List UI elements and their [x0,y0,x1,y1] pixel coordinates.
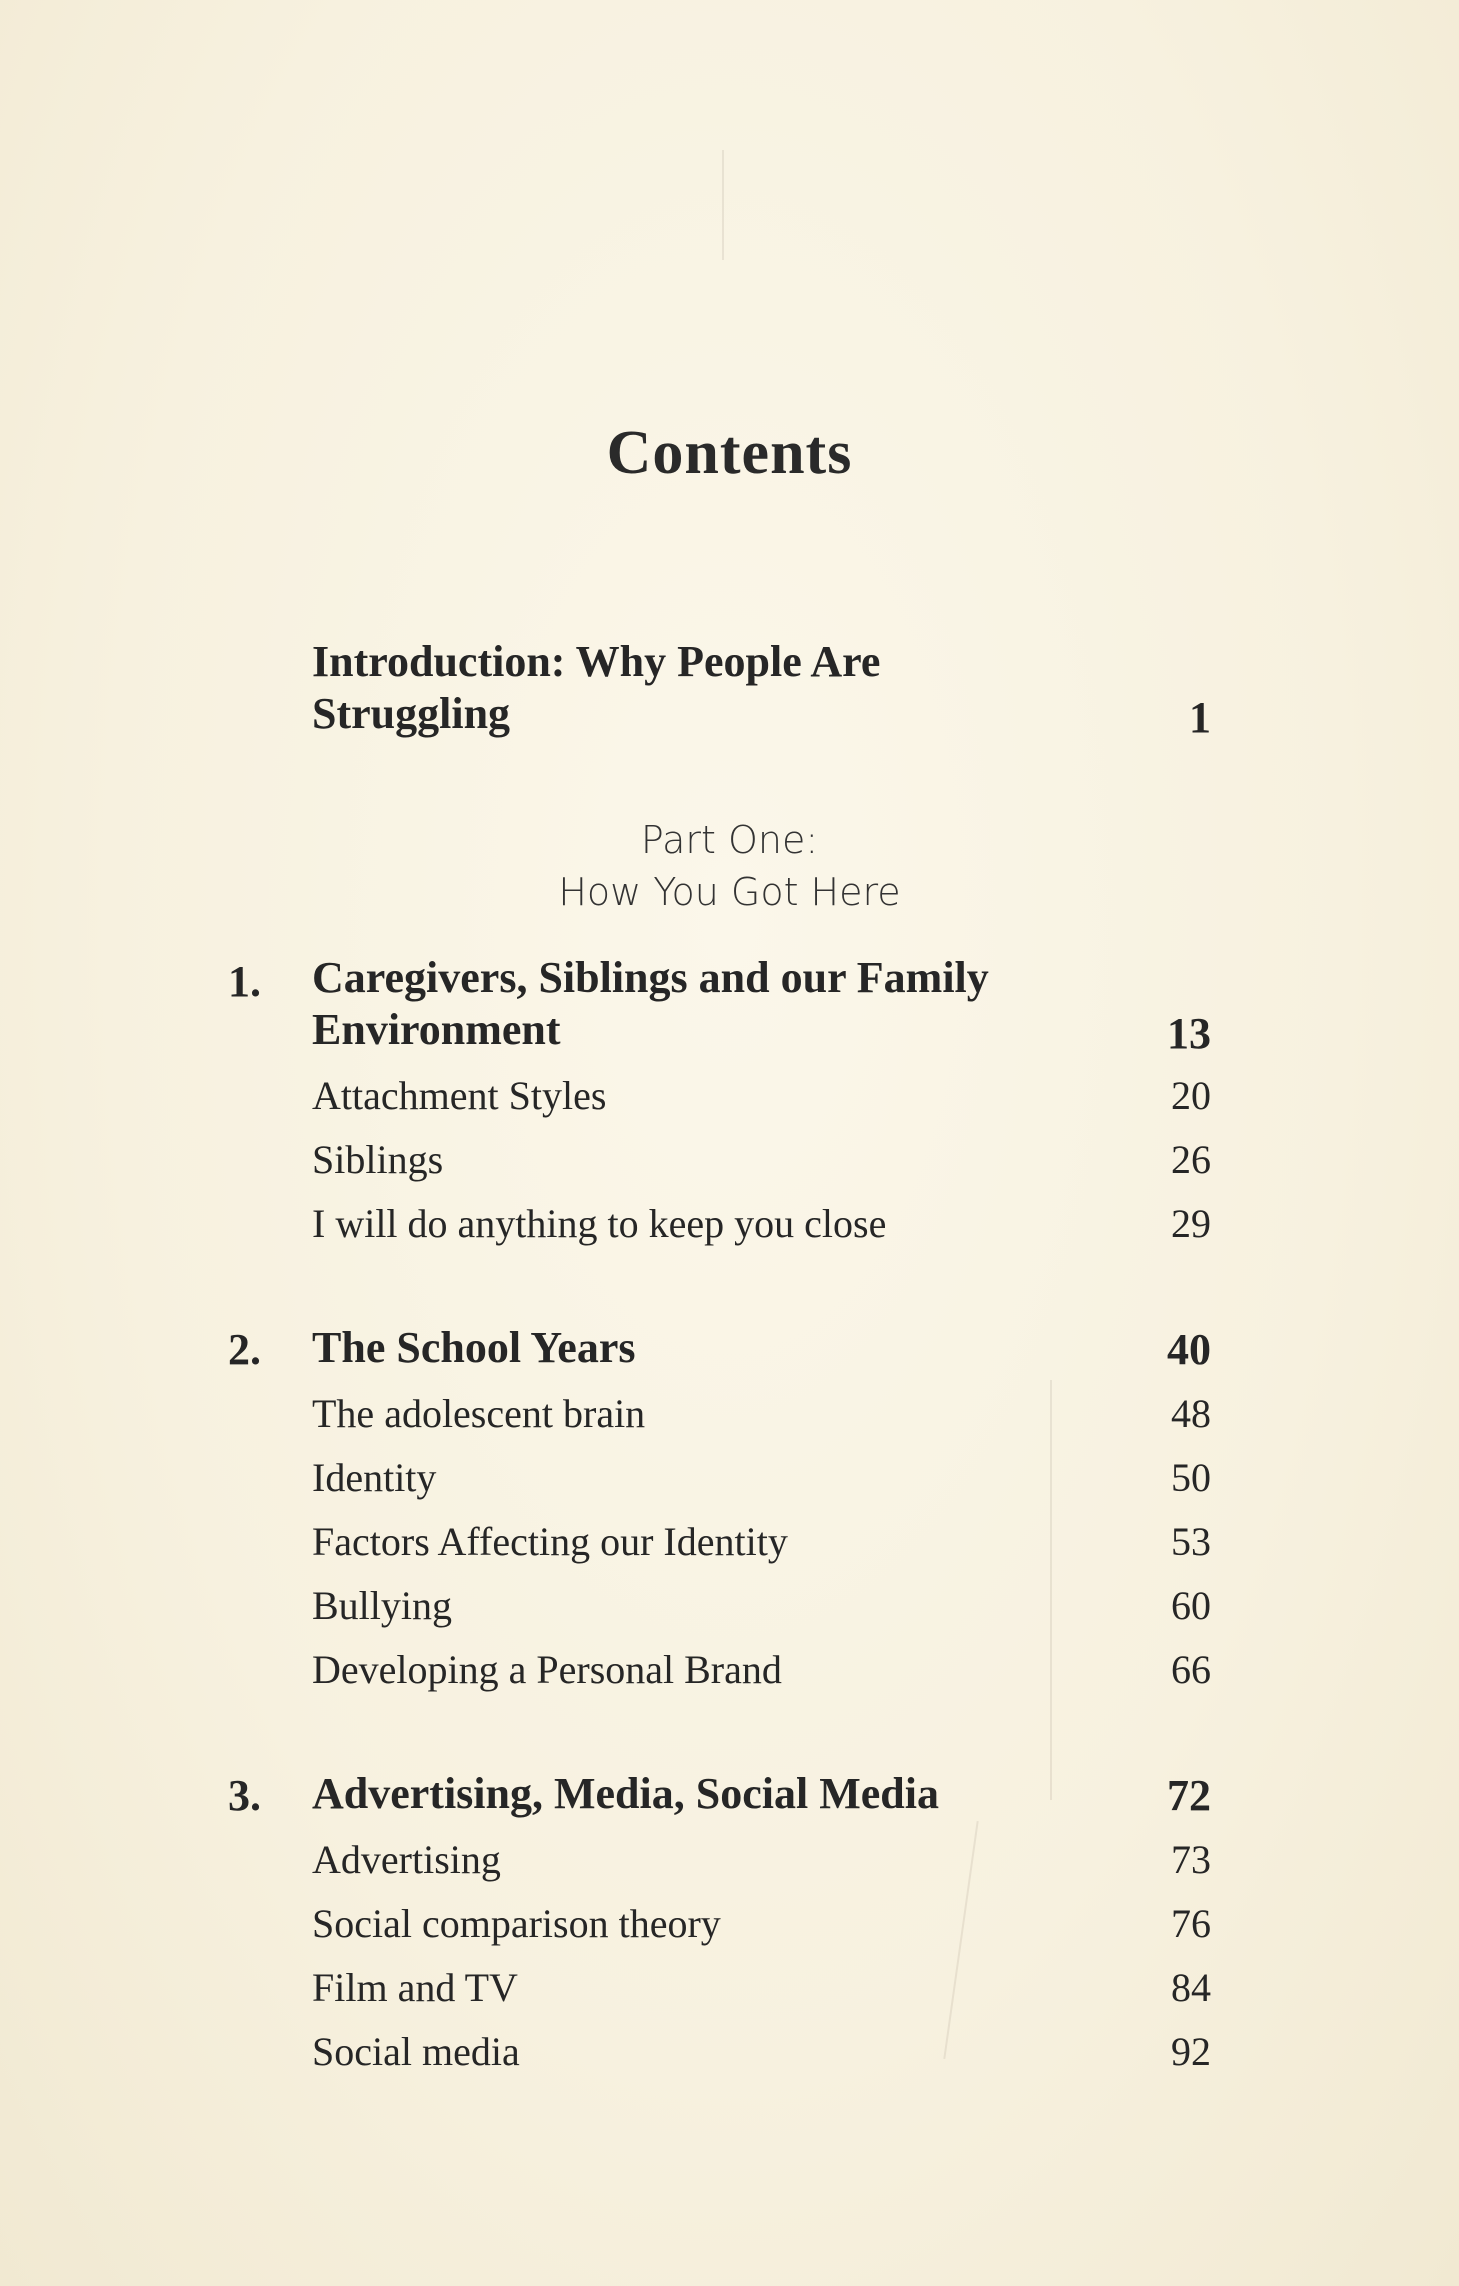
section-title: Developing a Personal Brand [312,1647,782,1692]
section-page-number: 92 [1171,2029,1211,2074]
introduction-title-line2: Struggling [312,689,511,738]
section-page-number: 76 [1171,1901,1211,1946]
section-title: Factors Affecting our Identity [312,1519,788,1564]
chapter-title-line1: The School Years [312,1323,636,1372]
chapter-number: 3. [228,1771,261,1820]
section-page-number: 20 [1171,1073,1211,1118]
section-title: Bullying [312,1583,453,1628]
section-page-number: 66 [1171,1647,1211,1692]
section-title: Siblings [312,1137,444,1182]
chapter-page-number: 40 [1167,1325,1211,1374]
section-page-number: 53 [1171,1519,1211,1564]
section-page-number: 26 [1171,1137,1211,1182]
chapter-title-line1: Caregivers, Siblings and our Family [312,953,989,1002]
section-title: Attachment Styles [312,1073,607,1118]
section-page-number: 50 [1171,1455,1211,1500]
chapter-number: 2. [228,1325,261,1374]
section-title: Advertising [312,1837,501,1882]
page-crease [722,150,724,260]
page-title: Contents [606,419,853,487]
section-page-number: 84 [1171,1965,1211,2010]
chapter-page-number: 72 [1167,1771,1211,1820]
introduction-title-line1: Introduction: Why People Are [312,637,881,686]
introduction-page-number: 1 [1189,693,1211,742]
part-label: Part One: [640,818,819,862]
page-crease [943,1821,978,2059]
section-title: The adolescent brain [312,1391,646,1436]
section-title: I will do anything to keep you close [312,1201,887,1246]
chapter-page-number: 13 [1167,1009,1211,1058]
section-page-number: 60 [1171,1583,1211,1628]
part-title: How You Got Here [558,870,901,914]
chapter-number: 1. [228,957,261,1006]
section-page-number: 48 [1171,1391,1211,1436]
section-page-number: 29 [1171,1201,1211,1246]
page-crease [1050,1380,1052,1800]
section-title: Identity [312,1455,437,1500]
section-title: Social media [312,2029,520,2074]
section-title: Social comparison theory [312,1901,721,1946]
section-title: Film and TV [312,1965,518,2010]
chapter-title-line1: Advertising, Media, Social Media [312,1769,939,1818]
chapter-title-line2: Environment [312,1005,561,1054]
section-page-number: 73 [1171,1837,1211,1882]
